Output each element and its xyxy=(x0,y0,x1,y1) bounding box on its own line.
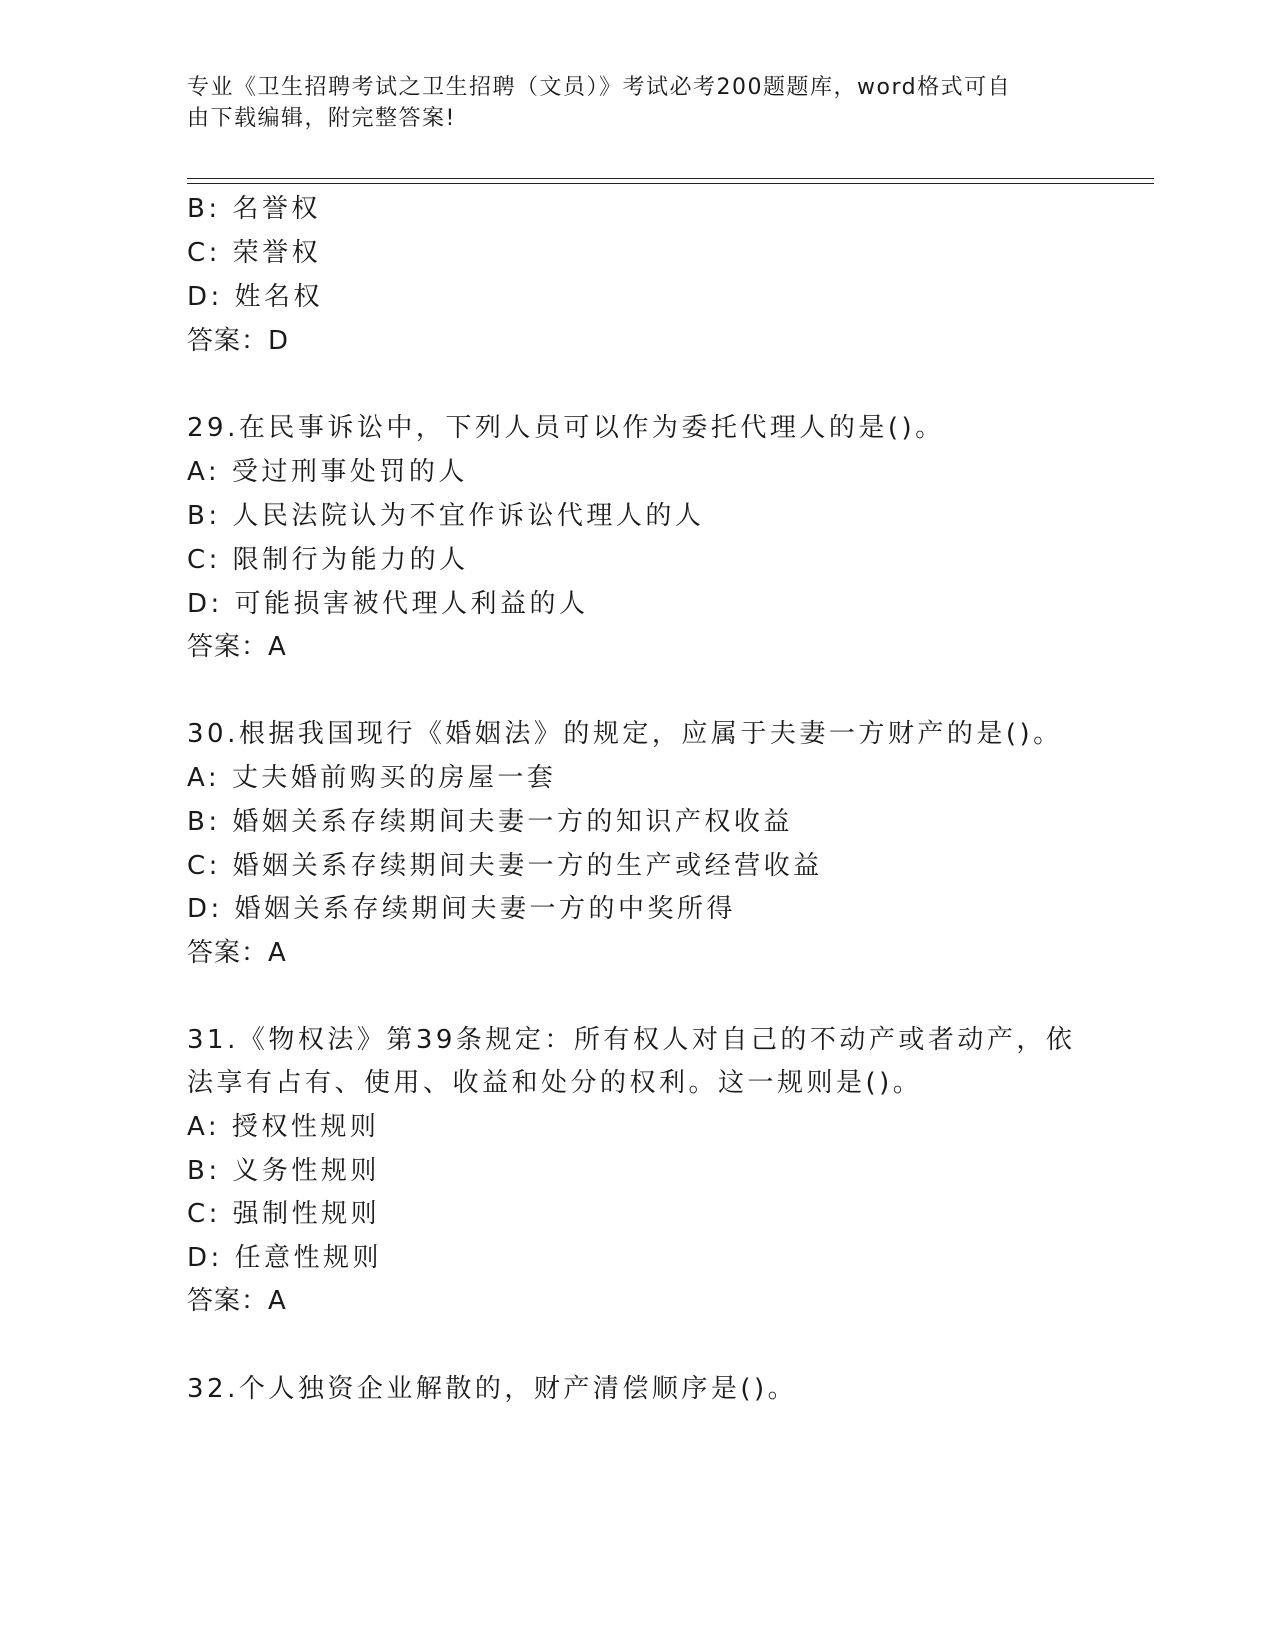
q29-option-b: B: 人民法院认为不宜作诉讼代理人的人 xyxy=(187,501,705,531)
header-title-line-2: 由下载编辑，附完整答案! xyxy=(187,106,456,131)
q31-option-c: C: 强制性规则 xyxy=(187,1199,381,1229)
q31-option-d: D: 任意性规则 xyxy=(187,1243,383,1273)
header-title-line-1: 专业《卫生招聘考试之卫生招聘（文员）》考试必考200题题库，word格式可自 xyxy=(187,75,1012,100)
q30-question: 30.根据我国现行《婚姻法》的规定，应属于夫妻一方财产的是()。 xyxy=(187,719,1063,749)
q30-answer: 答案：A xyxy=(187,938,287,968)
q32-question: 32.个人独资企业解散的，财产清偿顺序是()。 xyxy=(187,1374,798,1404)
q28-option-d: D: 姓名权 xyxy=(187,282,324,312)
q30-option-a: A: 丈夫婚前购买的房屋一套 xyxy=(187,763,557,793)
q29-question: 29.在民事诉讼中，下列人员可以作为委托代理人的是()。 xyxy=(187,413,945,443)
q29-option-d: D: 可能损害被代理人利益的人 xyxy=(187,589,589,619)
q29-answer: 答案：A xyxy=(187,632,287,662)
header-divider-bottom xyxy=(187,183,1154,184)
q30-option-d: D: 婚姻关系存续期间夫妻一方的中奖所得 xyxy=(187,894,737,924)
q29-option-a: A: 受过刑事处罚的人 xyxy=(187,457,468,487)
q31-option-b: B: 义务性规则 xyxy=(187,1156,380,1186)
q29-option-c: C: 限制行为能力的人 xyxy=(187,545,469,575)
q28-answer: 答案：D xyxy=(187,326,290,356)
document-header xyxy=(187,72,1067,134)
q31-question-line-2: 法享有占有、使用、收益和处分的权利。这一规则是()。 xyxy=(187,1068,923,1098)
q31-question-line-1: 31.《物权法》第39条规定：所有权人对自己的不动产或者动产，依 xyxy=(187,1025,1076,1055)
q28-option-c: C: 荣誉权 xyxy=(187,238,322,268)
header-divider-top xyxy=(187,178,1154,179)
q28-option-b: B: 名誉权 xyxy=(187,194,321,224)
q30-option-c: C: 婚姻关系存续期间夫妻一方的生产或经营收益 xyxy=(187,851,823,881)
q30-option-b: B: 婚姻关系存续期间夫妻一方的知识产权收益 xyxy=(187,807,793,837)
q31-answer: 答案：A xyxy=(187,1286,287,1316)
q31-option-a: A: 授权性规则 xyxy=(187,1112,380,1142)
